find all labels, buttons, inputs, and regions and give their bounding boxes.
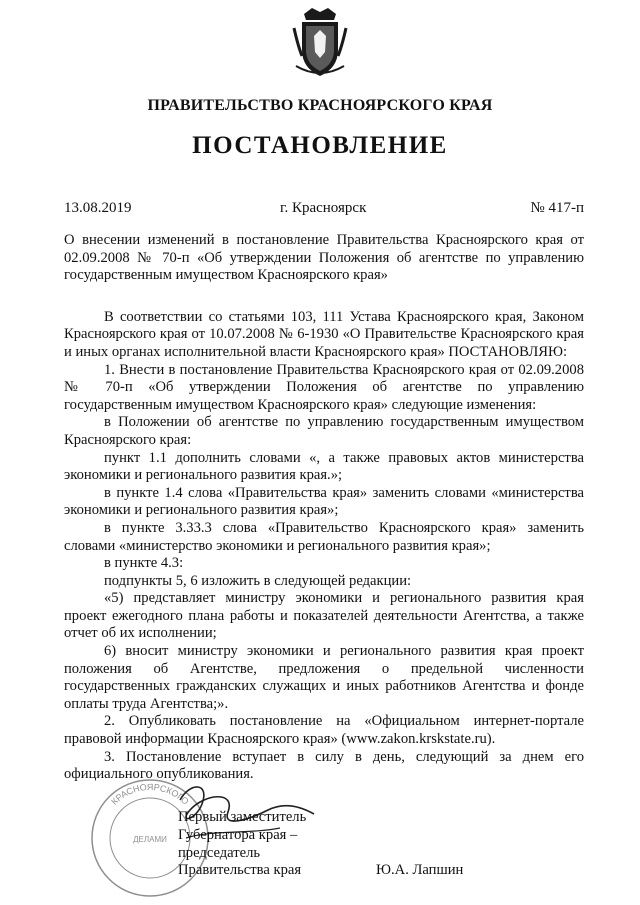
body-paragraph: в Положении об агентстве по управлению государственным имуществом Красноярского края:: [64, 414, 584, 448]
signatory-position: [178, 809, 348, 880]
signatory-line: Правительства края: [178, 862, 302, 879]
document-type: ПОСТАНОВЛЕНИЕ: [192, 132, 448, 159]
stamp-top-text: КРАСНОЯРСКОГО: [109, 781, 191, 807]
body-paragraph: 1. Внести в постановление Правительства Красноярского края от 02.09.2008 № 70-п «Об утверждении Положения об агентстве по управлению государственным имуществом Красноярского края» следующие изменения:: [64, 361, 584, 413]
body-paragraph: «5) представляет министру экономики и регионального развития края проект ежегодного плана работы и показателей деятельности Агентства, а также отчет об их исполнении;: [64, 590, 584, 642]
body-paragraph: в пункте 3.33.3 слова «Правительство Красноярского края» заменить словами «министерство экономики и регионального развития края»;: [64, 519, 584, 554]
preamble-paragraph: В соответствии со статьями 103, 111 Устава Красноярского края, Законом Красноярского края от 10.07.2008 № 6-1930 «О Правительстве Красноярского края и иных органах исполнительной власти Красноярского края» ПОСТАНОВЛЯЮ:: [64, 308, 584, 360]
signatory-line: Губернатора края –: [178, 826, 298, 843]
document-date: 13.08.2019: [64, 200, 132, 216]
body-paragraph: в пункте 1.4 слова «Правительства края» заменить словами «министерства экономики и регионального развития края»;: [64, 484, 584, 519]
signatory-line: Первый заместитель: [178, 809, 307, 825]
organization-name: ПРАВИТЕЛЬСТВО КРАСНОЯРСКОГО КРАЯ: [147, 97, 493, 114]
body-paragraph: пункт 1.1 дополнить словами «, а также правовых актов министерства экономики и регионального развития края.»;: [64, 449, 584, 484]
stamp-center-text: ДЕЛАМИ: [133, 835, 167, 844]
document-city: г. Красноярск: [280, 200, 367, 216]
signatory-name: Ю.А. Лапшин: [376, 862, 464, 878]
body-paragraph: в пункте 4.3:: [104, 555, 184, 572]
signatory-line: председатель: [178, 844, 261, 861]
document-title: О внесении изменений в постановление Правительства Красноярского края от 02.09.2008 № 70-п «Об утверждении Положения об агентстве по управлению государственным имуществом Красноярского края»: [64, 232, 584, 284]
body-paragraph: 2. Опубликовать постановление на «Официальном интернет-портале правовой информации Красноярского края» (www.zakon.krskstate.ru).: [64, 713, 584, 748]
body-paragraph: 6) вносит министру экономики и регионального развития края проект положения об Агентстве, предложения о предельной численности государственных гражданских служащих и иных работников Агентства и фонде оплаты труда Агентства;».: [64, 643, 584, 712]
document-number: № 417-п: [530, 200, 584, 216]
body-paragraph: 3. Постановление вступает в силу в день, следующий за днем его официального опубликования.: [64, 748, 584, 783]
coat-of-arms-icon: [292, 6, 348, 80]
document-body: [64, 232, 584, 784]
body-paragraph: подпункты 5, 6 изложить в следующей редакции:: [104, 572, 412, 589]
